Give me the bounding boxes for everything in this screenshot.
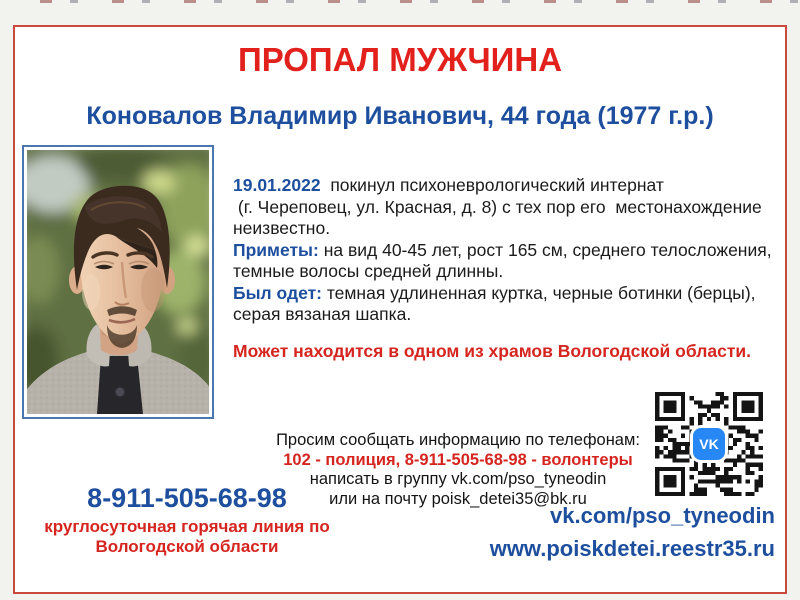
primety-line: темные волосы средней длинны. — [233, 261, 504, 281]
incident-line — [233, 175, 785, 197]
contact-intro: Просим сообщать информацию по телефонам: — [276, 431, 640, 449]
details-text-block — [233, 175, 785, 326]
odet-line: серая вязаная шапка. — [233, 304, 412, 324]
contact-email: или на почту poisk_detei35@bk.ru — [329, 489, 587, 508]
location-note: Может находится в одном из храмов Вологодской области. — [233, 341, 752, 361]
odet-line — [233, 283, 785, 305]
website-link: www.poiskdetei.reestr35.ru — [489, 536, 775, 561]
hotline-phone: 8-911-505-68-98 — [87, 483, 287, 513]
person-name-age: Коновалов Владимир Иванович, 44 года (1977 г.р.) — [86, 102, 714, 130]
incident-line: неизвестно. — [233, 218, 331, 238]
incident-text: покинул психоневрологический интернат — [320, 175, 664, 195]
poster-title: ПРОПАЛ МУЖЧИНА — [237, 41, 563, 78]
primety-line — [233, 240, 785, 262]
links-block — [490, 503, 775, 561]
vk-logo-icon: VK — [693, 428, 725, 460]
odet-label: Был одет: — [233, 282, 322, 303]
photo-frame — [22, 145, 214, 419]
contact-phones: 102 - полиция, 8-911-505-68-98 - волонтеры — [283, 450, 633, 469]
top-edge-artifact — [40, 0, 800, 3]
primety-text: на вид 40-45 лет, рост 165 см, среднего телосложения, — [318, 239, 772, 260]
incident-line: (г. Череповец, ул. Красная, д. 8) с тех пор его местонахождение — [233, 196, 762, 217]
qr-code-box — [655, 392, 763, 496]
poster-card — [13, 25, 787, 594]
hotline-block — [31, 483, 343, 557]
odet-text: темная удлиненная куртка, черные ботинки (берцы), — [321, 282, 756, 303]
primety-label: Приметы: — [233, 239, 319, 260]
missing-person-photo — [27, 150, 209, 414]
hotline-caption: круглосуточная горячая линия по Вологодской области — [44, 517, 330, 556]
vk-group-link: vk.com/pso_tyneodin — [550, 503, 775, 528]
contact-vk-group: написать в группу vk.com/pso_tyneodin — [309, 470, 607, 488]
incident-date: 19.01.2022 — [233, 175, 321, 195]
